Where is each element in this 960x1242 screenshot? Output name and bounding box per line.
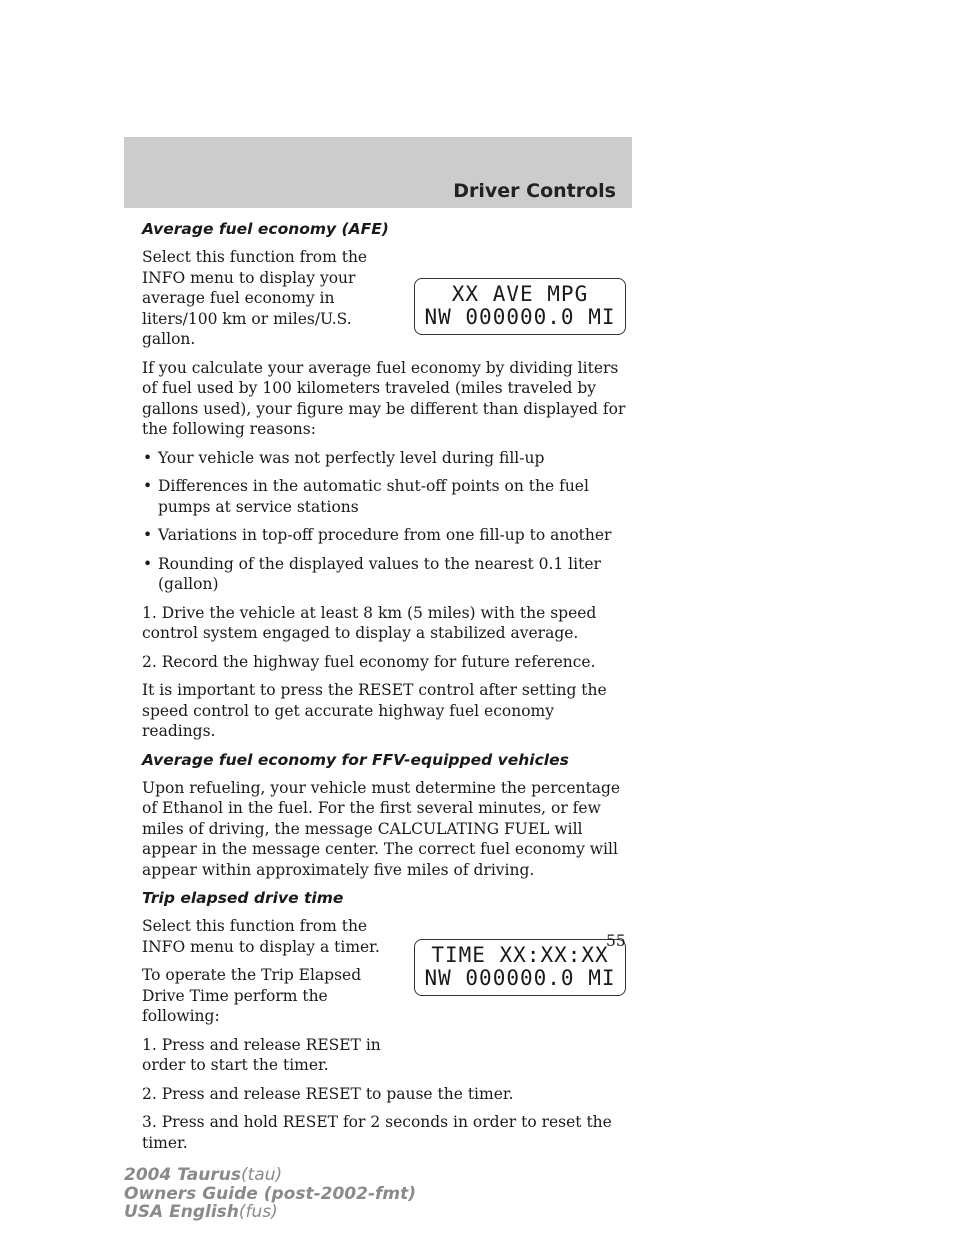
- afe-reasons-list: [142, 448, 630, 595]
- page-number: 55: [606, 932, 626, 950]
- trip-display-line2: NW 000000.0 MI: [424, 966, 616, 990]
- footer-model: 2004 Taurus: [124, 1165, 241, 1185]
- trip-step-2: 2. Press and release RESET to pause the timer.: [142, 1084, 514, 1103]
- list-item: • Rounding of the displayed values to the nearest 0.1 liter (gallon): [142, 554, 630, 595]
- trip-display-illustration: [414, 939, 626, 996]
- footer-guide: Owners Guide (post-2002-fmt): [124, 1183, 417, 1204]
- section-title: Driver Controls: [453, 180, 616, 202]
- trip-operate: To operate the Trip Elapsed Drive Time perform the following:: [142, 966, 362, 1025]
- afe-display-line1: XX AVE MPG: [451, 282, 589, 306]
- trip-step-3: 3. Press and hold RESET for 2 seconds in order to reset the timer.: [142, 1113, 612, 1152]
- footer-language: USA English: [124, 1202, 239, 1222]
- afe-reset-note: It is important to press the RESET control after setting the speed control to get accurate highway fuel economy readings.: [142, 681, 607, 740]
- footer-model-code: (tau): [241, 1165, 283, 1185]
- afe-heading: Average fuel economy (AFE): [142, 220, 389, 238]
- footer-language-code: (fus): [238, 1202, 278, 1222]
- afe-step-2: 2. Record the highway fuel economy for future reference.: [142, 652, 596, 671]
- list-item: • Your vehicle was not perfectly level during fill-up: [142, 448, 630, 469]
- trip-display-line1: TIME XX:XX:XX: [431, 943, 609, 967]
- header-band: [124, 137, 632, 208]
- afe-calc-paragraph: If you calculate your average fuel economy by dividing liters of fuel used by 100 kilometers traveled (miles traveled by gallons used), your figure may be different than displayed for the following reasons:: [142, 358, 626, 438]
- afe-display-illustration: [414, 278, 626, 335]
- page-content: [142, 219, 630, 1161]
- trip-intro: Select this function from the INFO menu to display a timer.: [142, 917, 380, 956]
- ffv-heading: Average fuel economy for FFV-equipped vehicles: [142, 750, 569, 769]
- trip-step-1: 1. Press and release RESET in order to start the timer.: [142, 1035, 381, 1074]
- ffv-body: Upon refueling, your vehicle must determine the percentage of Ethanol in the fuel. For the first several minutes, or few miles of driving, the message CALCULATING FUEL will appear in the message center. The correct fuel economy will appear within approximately five miles of driving.: [142, 778, 621, 879]
- trip-heading: Trip elapsed drive time: [142, 889, 344, 907]
- list-item: • Variations in top-off procedure from one fill-up to another: [142, 525, 630, 546]
- afe-step-1: 1. Drive the vehicle at least 8 km (5 miles) with the speed control system engaged to display a stabilized average.: [142, 603, 597, 642]
- afe-intro: Select this function from the INFO menu to display your average fuel economy in liters/100 km or miles/U.S. gallon.: [142, 248, 368, 348]
- document-footer: [124, 1166, 416, 1222]
- afe-display-line2: NW 000000.0 MI: [424, 305, 616, 329]
- list-item: • Differences in the automatic shut-off points on the fuel pumps at service stations: [142, 476, 630, 517]
